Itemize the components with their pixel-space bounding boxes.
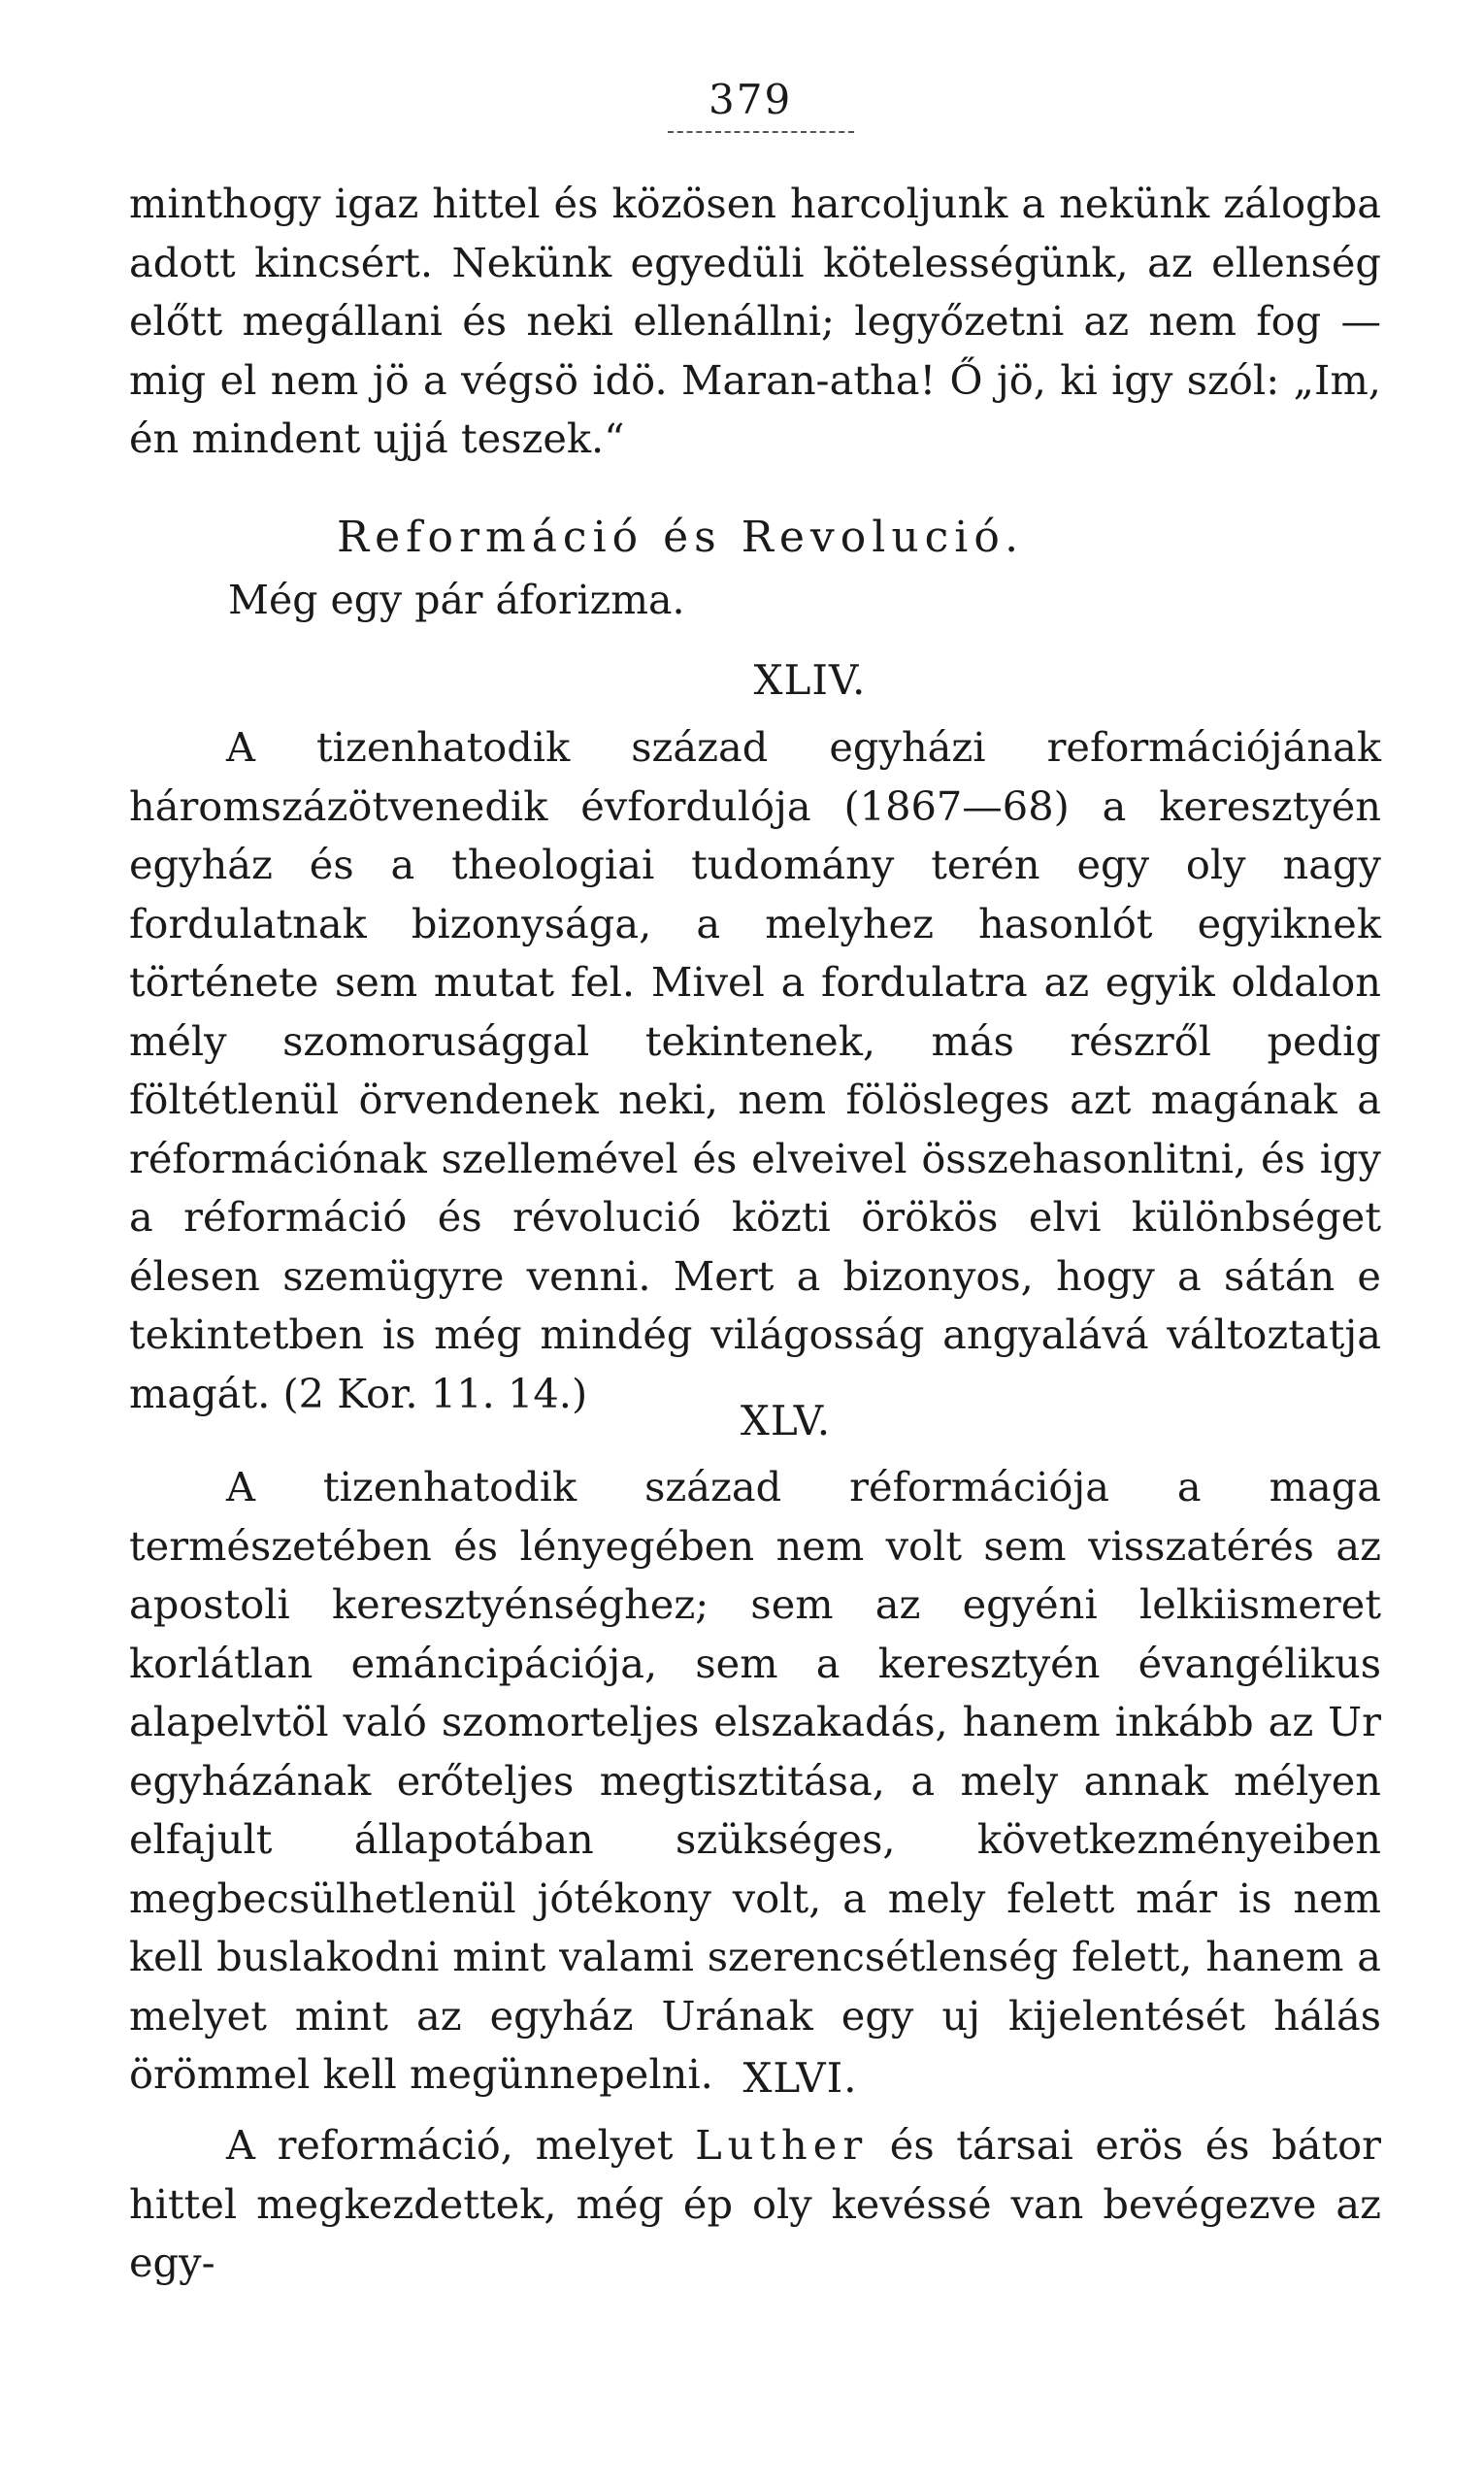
page-number: 379 (709, 76, 793, 123)
section-number-45: XLV. (740, 1397, 832, 1444)
section-number-44: XLIV. (753, 656, 867, 704)
paragraph-text-end: és társai erös és bátor hittel megkezdettek, még ép oly kevéssé van bevégezve az egy- (129, 2121, 1382, 2286)
opening-paragraph: minthogy igaz hittel és közösen harcoljunk a nekünk zálogba adott kincsért. Nekünk egyedüli kötelességünk, az ellenség előtt megállani és neki ellenállni; legyőzetni az nem fog — mig el nem jö a végsö idö. Maran-atha! Ő jö, ki igy szól: „Im, én mindent ujjá teszek.“ (129, 180, 1381, 462)
paragraph-text-start: A reformáció, melyet (226, 2121, 696, 2169)
section-number-46: XLVI. (742, 2054, 858, 2102)
section-paragraph-45: A tizenhatodik század réformációja a maga természetében és lényegében nem volt sem visszatérés az apostoli keresztyénséghez; sem az egyéni lelkiismeret korlátlan emáncipációja, sem a keresztyén évangélikus alapelvtöl való szomorteljes elszakadás, hanem inkább az Ur egyházának erőteljes megtisztitása, a mely annak mélyen elfajult állapotában szükséges, következményeiben megbecsülhetlenül jótékony volt, a mely felett már is nem kell buslakodni mint valami szerencsétlenség felett, hanem a melyet mint az egyház Urának egy uj kijelentését hálás örömmel kell megünnepelni. (129, 1463, 1381, 2098)
section-paragraph-44: A tizenhatodik század egyházi reformációjának háromszázötvenedik évfordulója (1867—68) a keresztyén egyház és a theologiai tudomány terén egy oly nagy fordulatnak bizonysága, a melyhez hasonlót egyiknek története sem mutat fel. Mivel a fordulatra az egyik oldalon mély szomorusággal tekintenek, más részről pedig föltétlenül örvendenek neki, nem fölösleges azt magának a réformációnak szellemével és elveivel összehasonlitni, és igy a réformáció és révolució közti örökös elvi különbséget élesen szemügyre venni. Mert a bizonyos, hogy a sátán e tekintetben is még mindég világosság angyalává változtatja magát. (2 Kor. 11. 14.) (129, 723, 1381, 1417)
chapter-subtitle: Még egy pár áforizma. (228, 577, 685, 623)
chapter-title: Reformáció és Revolució. (337, 513, 1025, 562)
section-paragraph-46 (129, 2116, 1381, 2293)
page-number-underline (668, 131, 854, 133)
luther-name: Luther (695, 2121, 869, 2169)
